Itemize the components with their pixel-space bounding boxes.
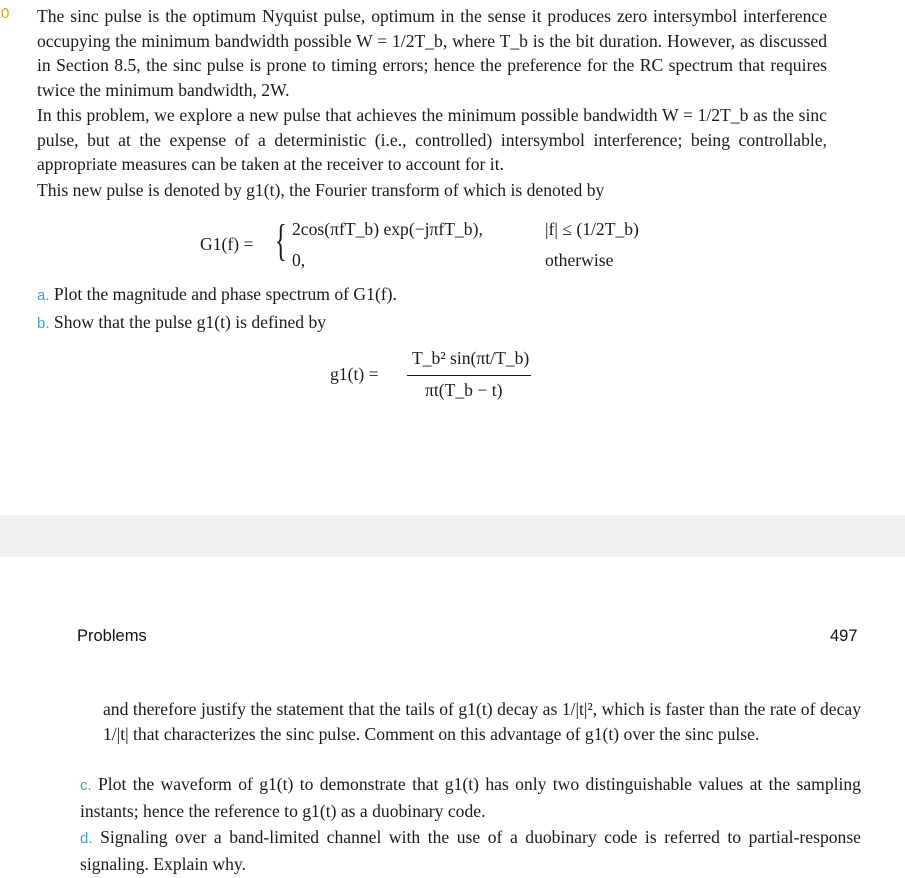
equation-case2: 0, [292,250,306,270]
brace-symbol: { [275,216,287,265]
equation-case1: 2cos(πfT_b) exp(−jπfT_b), [292,219,483,239]
equation-lhs: G1(f) = [200,234,254,254]
item-c-label: c. [80,777,92,794]
equation2-lhs: g1(t) = [330,364,379,384]
problem-number: 0 [1,5,10,22]
equation-cond2: otherwise [545,250,614,270]
equation2-numerator: T_b² sin(πt/T_b) [412,348,530,368]
item-a-label: a. [37,287,50,304]
item-a [37,282,397,309]
item-d [80,825,861,876]
paragraph-new-pulse: In this problem, we explore a new pulse that achieves the minimum possible bandwidth W = 1/2T_b as the sinc pulse, but at the expense of a deterministic (i.e., controlled) intersymbol interference; being controllable, appropriate measures can be taken at the receiver to account for it. [37,105,827,174]
page-number: 497 [830,627,858,645]
paragraph-definition: This new pulse is denoted by g1(t), the Fourier transform of which is denoted by [37,180,605,200]
item-c-text: Plot the waveform of g1(t) to demonstrate that g1(t) has only two distinguishable values at the sampling instants; hence the reference to g1(t) as a duobinary code. [80,774,861,821]
item-b-text: Show that the pulse g1(t) is defined by [53,312,327,332]
paragraph-continuation: and therefore justify the statement that the tails of g1(t) decay as 1/|t|², which is faster than the rate of decay 1/|t| that characterizes the sinc pulse. Comment on this advantage of g1(t) over the sinc pulse. [103,699,861,744]
item-d-label: d. [80,830,93,847]
item-c [80,772,861,823]
equation-cond1: |f| ≤ (1/2T_b) [545,219,639,239]
page-gap [0,515,905,557]
item-d-text: Signaling over a band-limited channel with the use of a duobinary code is referred to partial-response signaling. Explain why. [80,827,861,874]
fraction-bar [407,375,531,376]
item-a-text: Plot the magnitude and phase spectrum of G1(f). [53,284,397,304]
item-b-label: b. [37,315,50,332]
running-head: Problems [77,627,147,645]
paragraph-intro: The sinc pulse is the optimum Nyquist pulse, optimum in the sense it produces zero intersymbol interference occupying the minimum bandwidth possible W = 1/2T_b, where T_b is the bit duration. However, as discussed in Section 8.5, the sinc pulse is prone to timing errors; hence the preference for the RC spectrum that requires twice the minimum bandwidth, 2W. [37,6,827,100]
equation2-denominator: πt(T_b − t) [425,380,503,400]
item-b [37,310,326,337]
